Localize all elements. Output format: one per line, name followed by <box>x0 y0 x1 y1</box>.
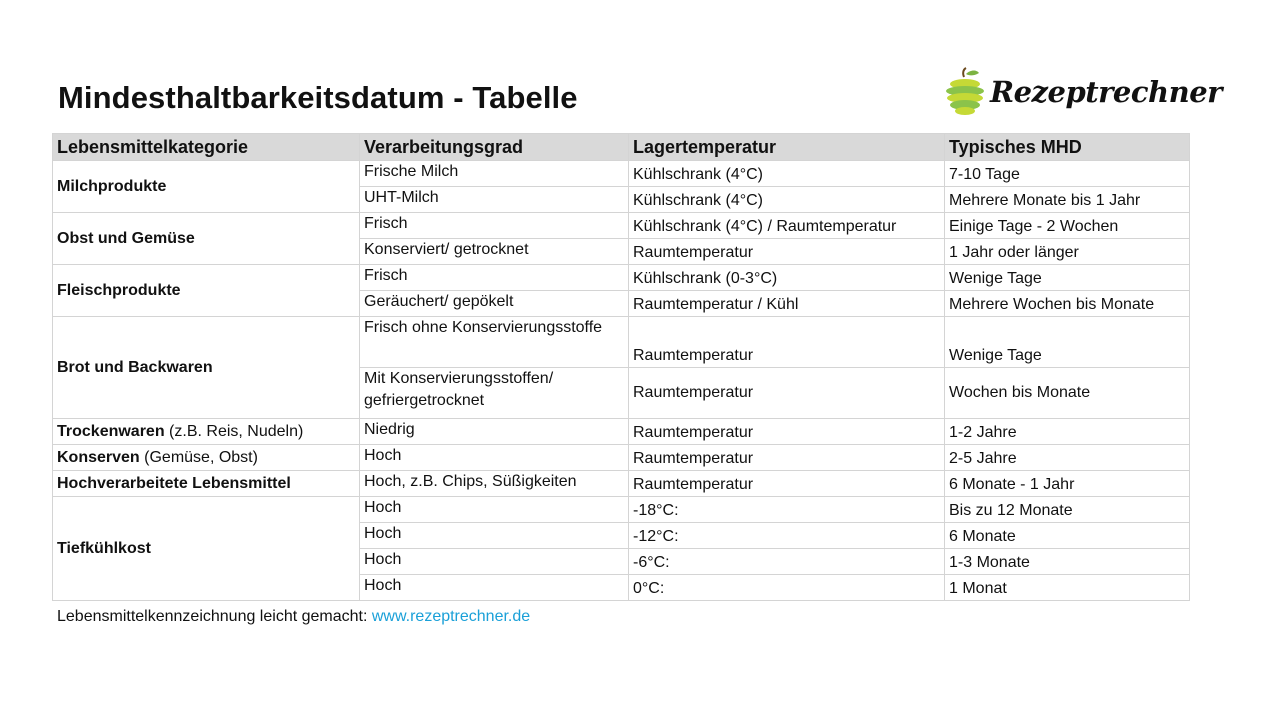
temperature-cell: Kühlschrank (0-3°C) <box>629 265 945 291</box>
processing-cell: Mit Konservierungsstoffen/ gefriergetrocknet <box>360 368 629 419</box>
processing-cell: Niedrig <box>360 419 629 445</box>
temperature-cell: Kühlschrank (4°C) <box>629 187 945 213</box>
processing-cell: Frisch <box>360 213 629 239</box>
mhd-cell: Mehrere Monate bis 1 Jahr <box>945 187 1190 213</box>
processing-cell: Hoch <box>360 523 629 549</box>
mhd-cell: Wenige Tage <box>945 317 1190 368</box>
table-row <box>53 471 1190 497</box>
brand-name: Rezeptrechner <box>990 75 1222 109</box>
processing-cell: Hoch <box>360 445 629 471</box>
category-cell: Fleischprodukte <box>53 265 360 317</box>
processing-cell: Hoch, z.B. Chips, Süßigkeiten <box>360 471 629 497</box>
mhd-cell: 6 Monate <box>945 523 1190 549</box>
category-cell: Brot und Backwaren <box>53 317 360 419</box>
temperature-cell: Raumtemperatur <box>629 239 945 265</box>
category-cell: Milchprodukte <box>53 161 360 213</box>
processing-cell: Frische Milch <box>360 161 629 187</box>
processing-cell: UHT-Milch <box>360 187 629 213</box>
website-link[interactable]: www.rezeptrechner.de <box>371 608 531 625</box>
mhd-cell: Einige Tage - 2 Wochen <box>945 213 1190 239</box>
apple-logo-icon <box>944 67 986 117</box>
processing-cell: Hoch <box>360 549 629 575</box>
table-row <box>53 265 1190 291</box>
processing-cell: Hoch <box>360 575 629 601</box>
temperature-cell: Raumtemperatur <box>629 368 945 419</box>
processing-cell: Frisch <box>360 265 629 291</box>
mhd-cell: 1-3 Monate <box>945 549 1190 575</box>
mhd-cell: 1-2 Jahre <box>945 419 1190 445</box>
temperature-cell: Raumtemperatur <box>629 317 945 368</box>
temperature-cell: Kühlschrank (4°C) <box>629 161 945 187</box>
processing-cell: Frisch ohne Konservierungsstoffe <box>360 317 629 368</box>
temperature-cell: -6°C: <box>629 549 945 575</box>
category-cell: Hochverarbeitete Lebensmittel <box>53 471 360 497</box>
table-row <box>53 317 1190 368</box>
table-row <box>53 445 1190 471</box>
processing-cell: Geräuchert/ gepökelt <box>360 291 629 317</box>
table-row <box>53 213 1190 239</box>
mhd-cell: 7-10 Tage <box>945 161 1190 187</box>
table-row <box>53 161 1190 187</box>
category-cell: Trockenwaren (z.B. Reis, Nudeln) <box>53 419 360 445</box>
mhd-cell: Wochen bis Monate <box>945 368 1190 419</box>
header-mhd: Typisches MHD <box>945 134 1190 161</box>
temperature-cell: 0°C: <box>629 575 945 601</box>
processing-cell: Hoch <box>360 497 629 523</box>
category-cell: Konserven (Gemüse, Obst) <box>53 445 360 471</box>
temperature-cell: Raumtemperatur <box>629 445 945 471</box>
category-cell: Obst und Gemüse <box>53 213 360 265</box>
header-temperature: Lagertemperatur <box>629 134 945 161</box>
temperature-cell: -18°C: <box>629 497 945 523</box>
temperature-cell: Raumtemperatur <box>629 471 945 497</box>
header-processing: Verarbeitungsgrad <box>360 134 629 161</box>
mhd-table <box>52 133 1190 601</box>
table-header-row <box>53 134 1190 161</box>
mhd-cell: 1 Jahr oder länger <box>945 239 1190 265</box>
temperature-cell: -12°C: <box>629 523 945 549</box>
mhd-cell: Bis zu 12 Monate <box>945 497 1190 523</box>
footer-text: Lebensmittelkennzeichnung leicht gemacht: <box>57 608 372 625</box>
category-cell: Tiefkühlkost <box>53 497 360 601</box>
mhd-cell: 6 Monate - 1 Jahr <box>945 471 1190 497</box>
temperature-cell: Raumtemperatur / Kühl <box>629 291 945 317</box>
header-category: Lebensmittelkategorie <box>53 134 360 161</box>
table-row <box>53 497 1190 523</box>
mhd-cell: 2-5 Jahre <box>945 445 1190 471</box>
processing-cell: Konserviert/ getrocknet <box>360 239 629 265</box>
table-row <box>53 419 1190 445</box>
footer <box>57 608 530 626</box>
temperature-cell: Kühlschrank (4°C) / Raumtemperatur <box>629 213 945 239</box>
brand-logo[interactable] <box>944 66 1222 118</box>
mhd-cell: Mehrere Wochen bis Monate <box>945 291 1190 317</box>
page-title: Mindesthaltbarkeitsdatum - Tabelle <box>58 80 578 115</box>
mhd-cell: 1 Monat <box>945 575 1190 601</box>
temperature-cell: Raumtemperatur <box>629 419 945 445</box>
mhd-cell: Wenige Tage <box>945 265 1190 291</box>
